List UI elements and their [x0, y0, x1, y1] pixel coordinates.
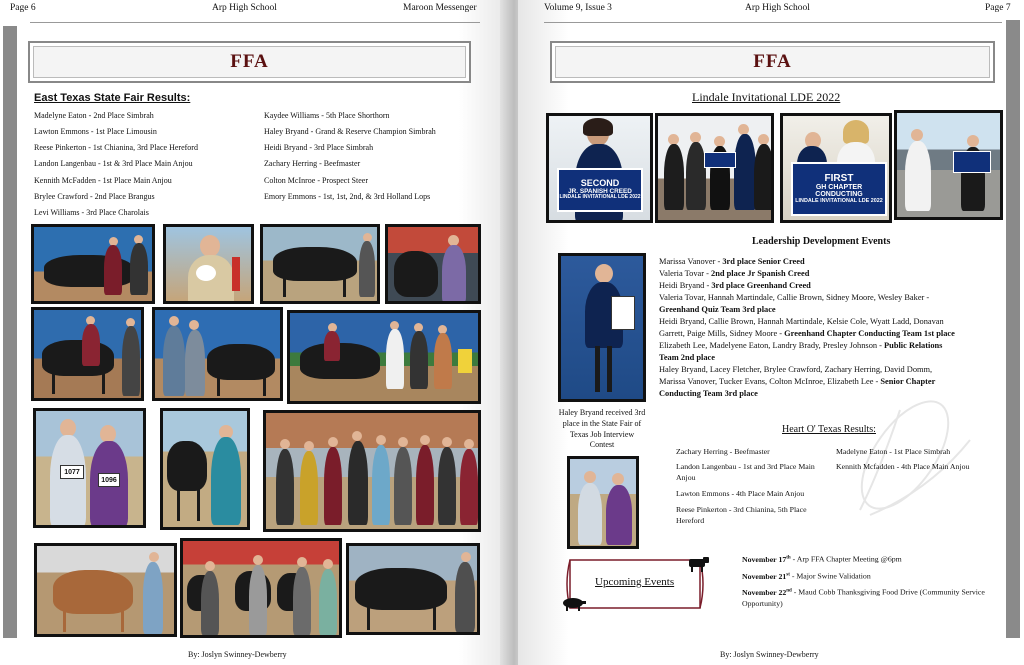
- sign-event: JR. SPANISH CREED: [568, 187, 632, 195]
- banner-title: FFA: [33, 46, 466, 78]
- exhibitor-badge: 1096: [98, 473, 120, 487]
- result-item: Zachary Herring - Beefmaster: [264, 159, 361, 168]
- lde-result-line: Valeria Tovar, Hannah Martindale, Callie Brown, Sidney Moore, Wesley Baker -: [659, 293, 930, 302]
- event-item: November 22nd - Maud Cobb Thanksgiving Food Drive (Community Service Opportunity): [742, 587, 985, 608]
- exhibitor-badge: 1077: [60, 465, 84, 479]
- byline-right: By: Joslyn Swinney-Dewberry: [720, 650, 819, 659]
- lde-result-line: Heidi Bryand, Callie Brown, Hannah Martindale, Kelsie Cole, Wyatt Ladd, Donavan: [659, 317, 944, 326]
- hot-result-item: Landon Langenbau - 1st and 3rd Place Main Anjou: [676, 462, 815, 483]
- photo-exhibitors-pair: [33, 408, 146, 528]
- photo-steer-show-3: [385, 224, 481, 304]
- photo-steer-show-4: [31, 307, 144, 401]
- photo-heifer-show: [34, 543, 177, 637]
- ffa-banner-left: [28, 41, 471, 83]
- result-item: Levi Williams - 3rd Place Charolais: [34, 208, 149, 217]
- lde-result-line: Team 2nd place: [659, 353, 715, 362]
- photo-senior-chapter-conducting: [894, 110, 1003, 220]
- left-margin-bar: [3, 26, 17, 638]
- lde-result-line: Garrett, Paige Mills, Sidney Moore - Greenhand Chapter Conducting Team 1st place: [659, 329, 955, 338]
- heart-o-texas-title: Heart O' Texas Results:: [782, 424, 876, 435]
- lde-result-line: Valeria Tovar - 2nd place Jr Spanish Creed: [659, 269, 810, 278]
- result-item: Heidi Bryand - 3rd Place Simbrah: [264, 143, 374, 152]
- result-item: Kennith McFadden - 1st Place Main Anjou: [34, 176, 172, 185]
- hot-result-item: Lawton Emmons - 4th Place Main Anjou: [676, 489, 805, 498]
- sign-event: GH CHAPTER CONDUCTING: [815, 184, 863, 199]
- photo-gh-chapter-conducting: [780, 113, 892, 223]
- sign-place: SECOND: [580, 178, 620, 189]
- sign-contest: LINDALE INVITATIONAL LDE 2022: [795, 197, 883, 204]
- photo-jr-spanish-creed: [546, 113, 653, 223]
- photo-steer-lineup: [180, 538, 342, 638]
- event-item: November 17th - Arp FFA Chapter Meeting @6pm: [742, 554, 902, 564]
- page-number-left: Page 6: [10, 3, 36, 13]
- photo-steer-show-5: [152, 307, 283, 401]
- issue-label: Volume 9, Issue 3: [544, 3, 612, 13]
- photo-public-relations-team: [655, 113, 774, 223]
- photo-job-interview: [558, 253, 646, 402]
- result-item: Reese Pinkerton - 1st Chianina, 3rd Place Hereford: [34, 143, 198, 152]
- result-item: Haley Bryand - Grand & Reserve Champion Simbrah: [264, 127, 436, 136]
- photo-caption: Haley Bryand received 3rd place in the State Fair of Texas Job Interview Contest: [558, 408, 646, 450]
- award-sign-second: [557, 168, 643, 212]
- result-item: Kaydee Williams - 5th Place Shorthorn: [264, 111, 390, 120]
- upcoming-events-title: Upcoming Events: [595, 576, 675, 588]
- photo-steer-show-group: [287, 310, 481, 404]
- lde-result-line: Greenhand Quiz Team 3rd place: [659, 305, 776, 314]
- banner-title: FFA: [555, 46, 990, 78]
- result-item: Colton McInroe - Prospect Steer: [264, 176, 368, 185]
- section-title: East Texas State Fair Results:: [34, 92, 191, 104]
- lde-result-line: Conducting Team 3rd place: [659, 389, 758, 398]
- right-margin-bar: [1006, 20, 1020, 638]
- result-item: Madelyne Eaton - 2nd Place Simbrah: [34, 111, 154, 120]
- pig-icon: [560, 596, 588, 612]
- photo-steer-show-1: [31, 224, 155, 304]
- photo-steer-halter: [160, 408, 250, 530]
- header-school-left: Arp High School: [212, 3, 277, 13]
- sign-place: FIRST: [824, 172, 854, 184]
- photo-rabbit: [163, 224, 254, 304]
- header-rule: [544, 22, 1002, 23]
- left-page: [0, 0, 510, 665]
- award-sign-first: [791, 162, 887, 216]
- lde-result-line: Heidi Bryand - 3rd place Greenhand Creed: [659, 281, 811, 290]
- lde-result-line: Marissa Vanover - 3rd place Senior Creed: [659, 257, 805, 266]
- hot-result-item: Madelyne Eaton - 1st Place Simbrah: [836, 447, 951, 456]
- result-item: Landon Langenbau - 1st & 3rd Place Main Anjou: [34, 159, 193, 168]
- ffa-banner-right: [550, 41, 995, 83]
- header-paper: Maroon Messenger: [403, 3, 477, 13]
- lde-heading: Leadership Development Events: [752, 236, 891, 247]
- hot-result-item: Reese Pinkerton - 3rd Chianina, 5th Place Hereford: [676, 505, 807, 526]
- result-item: Lawton Emmons - 1st Place Limousin: [34, 127, 157, 136]
- lde-result-line: Haley Bryand, Lacey Fletcher, Brylee Crawford, Zachary Herring, David Domm,: [659, 365, 933, 374]
- lde-result-line: Elizabeth Lee, Madelyene Eaton, Landry Brady, Presley Johnson - Public Relations: [659, 341, 943, 350]
- page-number-right: Page 7: [985, 3, 1011, 13]
- cow-icon: [686, 556, 712, 574]
- photo-steer-show-6: [346, 543, 480, 635]
- photo-ffa-group: [263, 410, 481, 532]
- result-item: Brylee Crawford - 2nd Place Brangus: [34, 192, 155, 201]
- lde-result-line: Marissa Vanover, Tucker Evans, Colton McInroe, Elizabeth Lee - Senior Chapter: [659, 377, 936, 386]
- byline-left: By: Joslyn Swinney-Dewberry: [188, 650, 287, 659]
- lde-title: Lindale Invitational LDE 2022: [692, 90, 841, 104]
- event-item: November 21st - Major Swine Validation: [742, 571, 871, 581]
- sign-contest: LINDALE INVITATIONAL LDE 2022: [559, 194, 641, 201]
- hot-result-item: Zachary Herring - Beefmaster: [676, 447, 770, 456]
- header-school-right: Arp High School: [745, 3, 810, 13]
- header-rule: [30, 22, 480, 23]
- photo-steer-show-2: [260, 224, 380, 304]
- hot-result-item: Kennith Mcfadden - 4th Place Main Anjou: [836, 462, 970, 471]
- result-item: Emory Emmons - 1st, 1st, 2nd, & 3rd Holland Lops: [264, 192, 431, 201]
- photo-hot-exhibitors: [567, 456, 639, 549]
